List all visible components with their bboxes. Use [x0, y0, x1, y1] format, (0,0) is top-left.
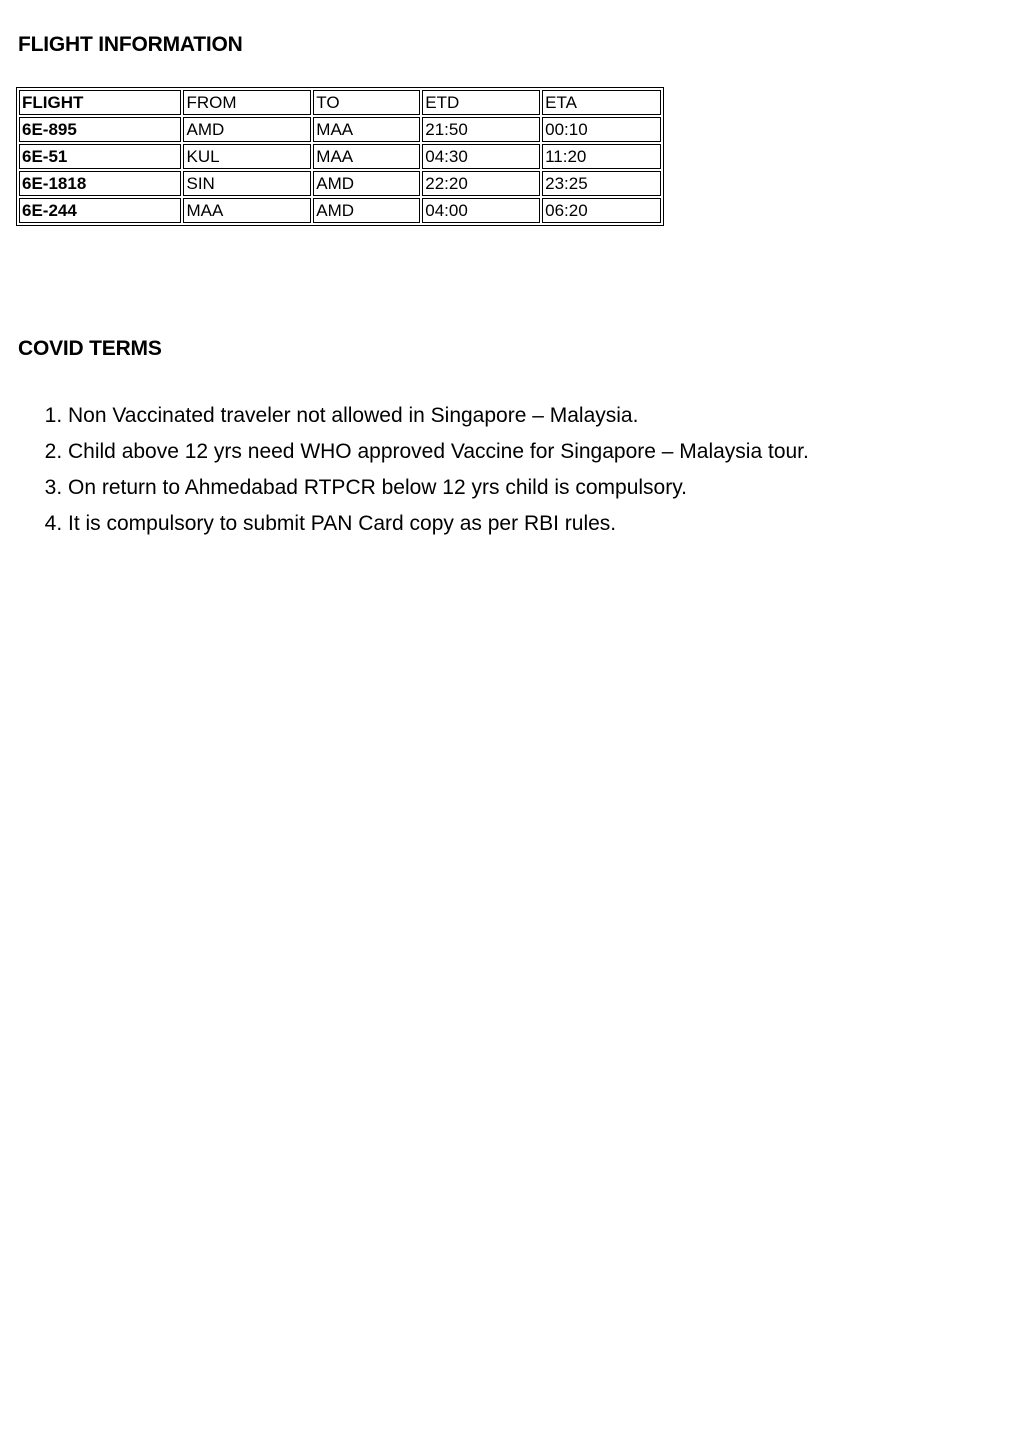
flight-from: SIN	[183, 171, 311, 196]
flight-eta: 23:25	[542, 171, 661, 196]
flight-to: AMD	[313, 171, 420, 196]
flight-to: AMD	[313, 198, 420, 223]
flight-from: KUL	[183, 144, 311, 169]
flight-to: MAA	[313, 117, 420, 142]
header-etd: ETD	[422, 90, 540, 115]
flight-number: 6E-1818	[19, 171, 181, 196]
header-eta: ETA	[542, 90, 661, 115]
header-flight: FLIGHT	[19, 90, 181, 115]
flight-to: MAA	[313, 144, 420, 169]
table-header-row	[19, 90, 661, 115]
flight-etd: 04:00	[422, 198, 540, 223]
covid-terms-list	[0, 398, 1008, 542]
flight-etd: 21:50	[422, 117, 540, 142]
table-row	[19, 117, 661, 142]
header-from: FROM	[183, 90, 311, 115]
table-row	[19, 171, 661, 196]
table-row	[19, 144, 661, 169]
list-item: 1. Non Vaccinated traveler not allowed in Singapore – Malaysia.	[68, 398, 1008, 434]
flight-eta: 00:10	[542, 117, 661, 142]
flight-from: AMD	[183, 117, 311, 142]
list-item: 3. On return to Ahmedabad RTPCR below 12 yrs child is compulsory.	[68, 470, 1008, 506]
flight-number: 6E-895	[19, 117, 181, 142]
list-item: 4. It is compulsory to submit PAN Card copy as per RBI rules.	[68, 506, 1008, 542]
flight-information-heading: FLIGHT INFORMATION	[18, 33, 243, 56]
header-to: TO	[313, 90, 420, 115]
flight-etd: 22:20	[422, 171, 540, 196]
flight-table	[16, 87, 664, 226]
flight-eta: 11:20	[542, 144, 661, 169]
flight-etd: 04:30	[422, 144, 540, 169]
list-item: 2. Child above 12 yrs need WHO approved Vaccine for Singapore – Malaysia tour.	[68, 434, 1008, 470]
flight-number: 6E-244	[19, 198, 181, 223]
flight-from: MAA	[183, 198, 311, 223]
covid-terms-heading: COVID TERMS	[18, 337, 162, 360]
table-row	[19, 198, 661, 223]
flight-eta: 06:20	[542, 198, 661, 223]
flight-number: 6E-51	[19, 144, 181, 169]
